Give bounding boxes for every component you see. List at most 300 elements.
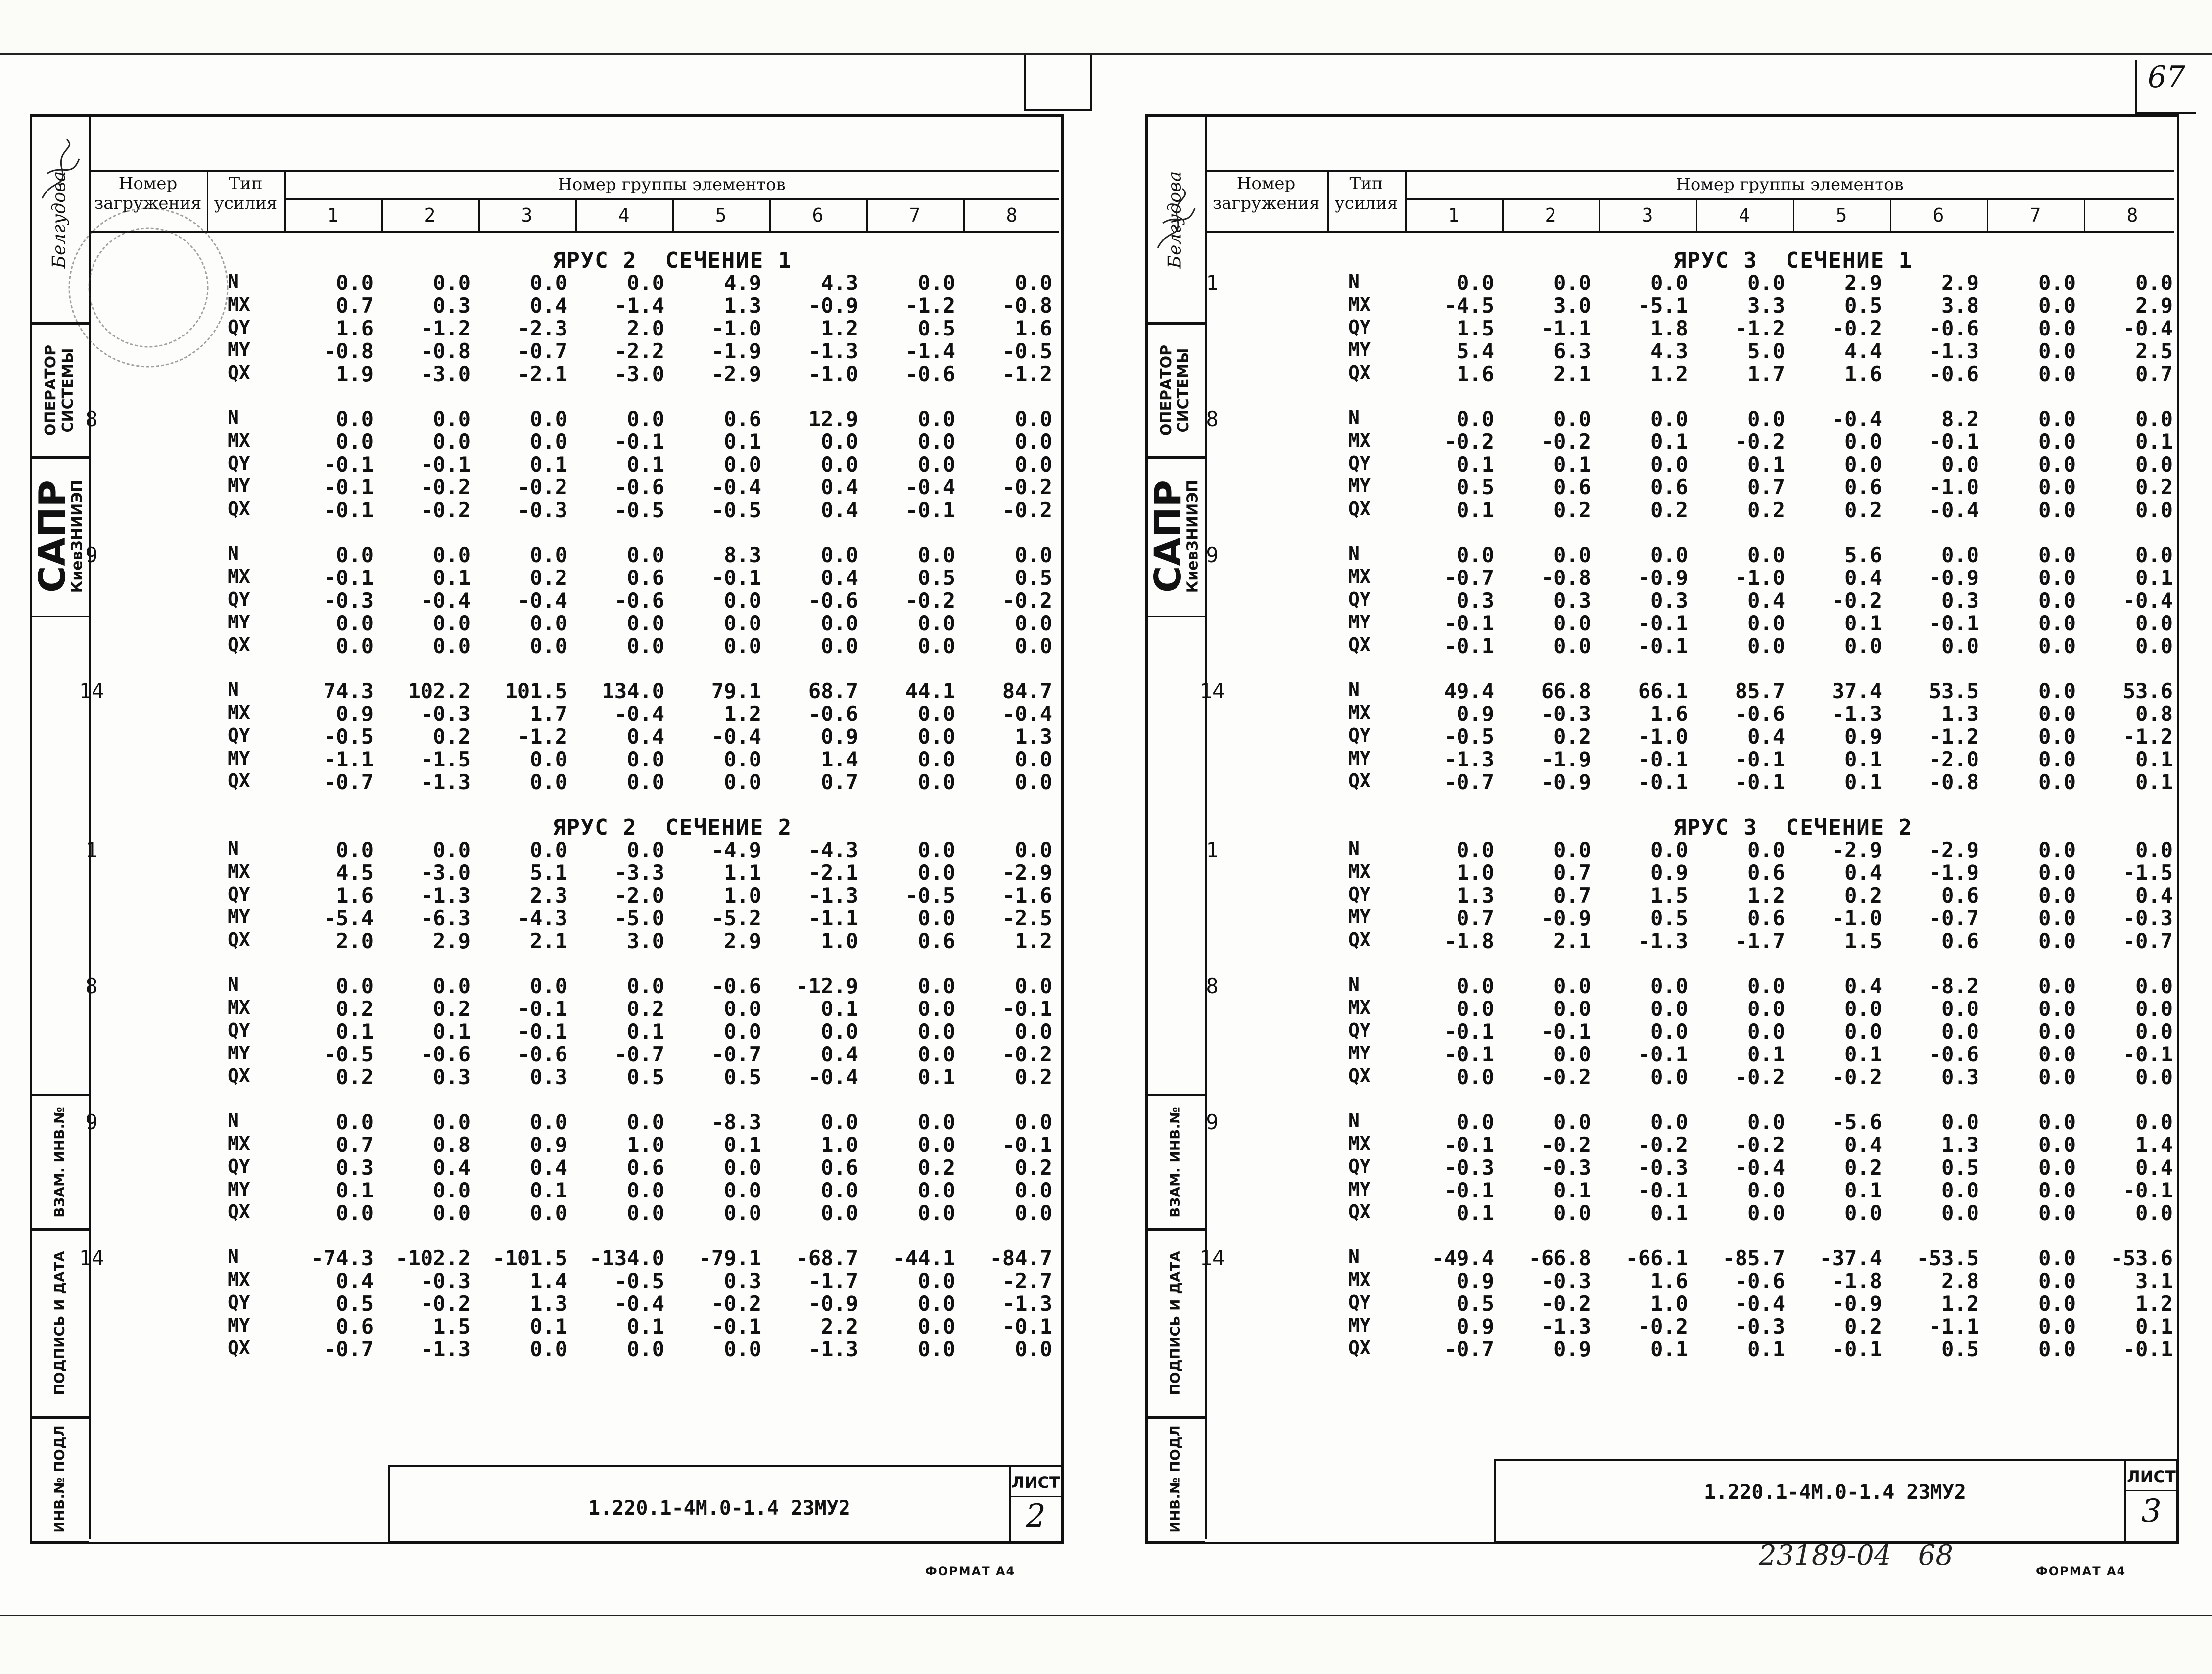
table-cell: 0.0 <box>1457 838 1494 862</box>
table-cell: -1.3 <box>1444 747 1494 771</box>
stamp-operator-box <box>1145 322 1205 459</box>
table-cell: 0.0 <box>1553 1042 1591 1066</box>
right-page-number: 3 <box>2141 1493 2162 1530</box>
table-cell: -0.1 <box>1929 430 1979 454</box>
column-number-header: 3 <box>1642 204 1653 226</box>
column-number-header: 1 <box>327 204 339 226</box>
force-type: N <box>228 679 239 701</box>
table-cell: -0.9 <box>808 1291 858 1316</box>
table-cell: 0.9 <box>1844 724 1882 749</box>
table-cell: 0.9 <box>1553 1337 1591 1361</box>
table-cell: 0.1 <box>1553 452 1591 477</box>
force-type: MX <box>1348 1269 1371 1291</box>
stamp-inv-podl: ИНВ.№ ПОДЛ <box>1167 1425 1183 1533</box>
table-cell: -6.3 <box>420 906 471 930</box>
table-cell: 0.0 <box>821 430 858 454</box>
table-cell: 0.6 <box>821 1155 858 1180</box>
table-cell: 0.6 <box>1747 906 1785 930</box>
table-cell: 0.2 <box>1015 1065 1052 1089</box>
force-type: N <box>228 543 239 565</box>
table-cell: -1.1 <box>808 906 858 930</box>
force-type: QY <box>1348 452 1371 474</box>
table-cell: 0.0 <box>1553 1110 1591 1134</box>
column-number-header: 5 <box>715 204 727 226</box>
table-cell: -0.6 <box>808 588 858 613</box>
table-cell: 0.0 <box>627 634 664 658</box>
column-number-header: 6 <box>1932 204 1944 226</box>
load-number: 9 <box>1206 543 1219 567</box>
table-cell: 0.0 <box>1747 634 1785 658</box>
table-cell: 0.0 <box>918 1042 955 1066</box>
force-type: MX <box>228 293 250 315</box>
table-cell: 0.1 <box>1457 1201 1494 1225</box>
table-cell: 0.0 <box>530 1337 567 1361</box>
table-cell: 0.0 <box>1015 747 1052 771</box>
table-cell: 5.4 <box>1457 339 1494 363</box>
table-cell: 0.0 <box>2038 724 2076 749</box>
table-cell: 1.4 <box>821 747 858 771</box>
stamp-signature-date: ПОДПИСЬ И ДАТА <box>1167 1251 1183 1395</box>
table-cell: -0.1 <box>614 430 664 454</box>
table-cell: 0.0 <box>1650 838 1688 862</box>
force-type: MY <box>1348 906 1371 928</box>
table-cell: -0.9 <box>1929 566 1979 590</box>
table-cell: 0.5 <box>918 566 955 590</box>
table-cell: -0.4 <box>711 475 761 499</box>
table-cell: 0.0 <box>2038 1178 2076 1202</box>
table-cell: -2.0 <box>1929 747 1979 771</box>
table-cell: 0.1 <box>2135 747 2173 771</box>
table-cell: -0.2 <box>1638 1314 1688 1339</box>
force-type: QY <box>1348 316 1371 338</box>
table-cell: -134.0 <box>589 1246 664 1270</box>
table-cell: 0.0 <box>918 1178 955 1202</box>
table-cell: -0.3 <box>1541 1269 1591 1293</box>
table-cell: 0.0 <box>2038 838 2076 862</box>
table-cell: 2.9 <box>724 929 761 953</box>
table-cell: -0.1 <box>1444 1178 1494 1202</box>
table-cell: 1.2 <box>724 702 761 726</box>
table-cell: 1.4 <box>530 1269 567 1293</box>
table-cell: 0.0 <box>2038 316 2076 340</box>
table-cell: -0.7 <box>323 770 374 794</box>
table-cell: 0.0 <box>724 634 761 658</box>
signature-scribble-icon <box>32 129 87 203</box>
stamp-signature-date-box <box>1145 1228 1205 1419</box>
section-title: ЯРУС 3 СЕЧЕНИЕ 1 <box>1673 248 1913 273</box>
table-cell: 4.5 <box>336 861 374 885</box>
force-type: N <box>1348 974 1360 996</box>
table-cell: 0.9 <box>1457 1314 1494 1339</box>
table-cell: 1.2 <box>1941 1291 1979 1316</box>
table-cell: 0.1 <box>627 452 664 477</box>
table-cell: 0.0 <box>1015 770 1052 794</box>
table-cell: -0.1 <box>2122 1178 2173 1202</box>
column-number-header: 4 <box>618 204 630 226</box>
table-cell: -0.1 <box>1832 1337 1882 1361</box>
force-type: MY <box>1348 475 1371 497</box>
table-cell: 0.6 <box>1650 475 1688 499</box>
table-cell: 0.0 <box>1844 997 1882 1021</box>
group-number-header: Номер группы элементов <box>558 175 786 194</box>
force-type: N <box>1348 838 1360 860</box>
table-cell: -0.1 <box>711 1314 761 1339</box>
table-cell: -2.9 <box>1832 838 1882 862</box>
table-cell: -2.9 <box>1002 861 1052 885</box>
table-cell: 4.4 <box>1844 339 1882 363</box>
force-type: MX <box>228 702 250 723</box>
table-cell: 0.0 <box>627 271 664 295</box>
stamp-sapr-label: САПР <box>31 480 74 593</box>
table-cell: -68.7 <box>796 1246 858 1270</box>
load-number: 1 <box>1206 271 1219 295</box>
table-cell: 0.0 <box>821 1110 858 1134</box>
table-cell: -1.9 <box>1541 747 1591 771</box>
table-cell: 0.6 <box>336 1314 374 1339</box>
table-cell: 0.0 <box>1747 838 1785 862</box>
table-cell: 0.3 <box>1941 1065 1979 1089</box>
table-cell: -0.7 <box>1444 1337 1494 1361</box>
table-cell: 0.1 <box>1747 1337 1785 1361</box>
load-number-header: Номер загружения <box>1212 174 1320 213</box>
table-cell: -53.5 <box>1916 1246 1979 1270</box>
right-format-label: ФОРМАТ А4 <box>2036 1564 2126 1578</box>
table-cell: -0.1 <box>1002 997 1052 1021</box>
table-cell: 0.0 <box>1015 543 1052 567</box>
table-cell: 0.0 <box>1457 407 1494 431</box>
table-cell: -0.5 <box>323 724 374 749</box>
table-cell: 0.0 <box>1457 271 1494 295</box>
table-cell: -0.2 <box>420 1291 471 1316</box>
table-cell: 0.1 <box>1844 1042 1882 1066</box>
table-cell: 0.0 <box>918 634 955 658</box>
table-cell: 0.0 <box>336 1110 374 1134</box>
force-type: QY <box>228 316 250 338</box>
table-cell: 0.0 <box>1553 997 1591 1021</box>
table-cell: -101.5 <box>492 1246 567 1270</box>
table-cell: 0.0 <box>1844 1201 1882 1225</box>
force-type: N <box>228 407 239 429</box>
column-number-header: 7 <box>2029 204 2041 226</box>
table-cell: 0.1 <box>1747 1042 1785 1066</box>
table-cell: 0.0 <box>1941 1201 1979 1225</box>
table-cell: -0.8 <box>323 339 374 363</box>
table-cell: -1.2 <box>2122 724 2173 749</box>
table-cell: -0.3 <box>420 702 471 726</box>
table-cell: 0.0 <box>1650 1065 1688 1089</box>
table-cell: 0.0 <box>2038 883 2076 908</box>
table-cell: 0.0 <box>1650 543 1688 567</box>
table-cell: 0.2 <box>1553 498 1591 522</box>
table-cell: 0.0 <box>724 452 761 477</box>
table-cell: -0.6 <box>614 475 664 499</box>
table-cell: 0.2 <box>433 724 471 749</box>
table-cell: 1.9 <box>336 362 374 386</box>
table-cell: -0.6 <box>711 974 761 998</box>
table-cell: 0.0 <box>1553 407 1591 431</box>
table-cell: 0.0 <box>2038 679 2076 703</box>
table-cell: -2.9 <box>1929 838 1979 862</box>
header-mid-line <box>284 198 1059 200</box>
force-type: N <box>1348 1110 1360 1132</box>
table-cell: 0.0 <box>1747 407 1785 431</box>
table-cell: -49.4 <box>1431 1246 1494 1270</box>
table-cell: -84.7 <box>989 1246 1052 1270</box>
table-cell: 1.0 <box>821 1133 858 1157</box>
table-cell: 0.0 <box>2038 452 2076 477</box>
table-cell: -0.2 <box>1541 430 1591 454</box>
table-cell: 0.1 <box>530 452 567 477</box>
table-cell: -0.2 <box>905 588 955 613</box>
table-cell: 0.0 <box>724 588 761 613</box>
table-cell: 0.0 <box>530 1110 567 1134</box>
table-cell: 0.1 <box>627 1314 664 1339</box>
table-cell: -4.3 <box>517 906 567 930</box>
table-cell: 0.0 <box>918 271 955 295</box>
table-cell: 0.0 <box>724 1337 761 1361</box>
table-cell: 79.1 <box>711 679 761 703</box>
table-cell: 101.5 <box>505 679 567 703</box>
right-handwritten-number: 23189-04 68 <box>1759 1539 1953 1572</box>
table-cell: -1.7 <box>1735 929 1785 953</box>
table-cell: 0.3 <box>1553 588 1591 613</box>
force-type: QX <box>1348 634 1371 656</box>
table-cell: 0.0 <box>1457 1065 1494 1089</box>
stamp-sapr-box-box <box>30 456 89 617</box>
table-cell: 0.3 <box>433 293 471 318</box>
table-cell: 0.5 <box>724 1065 761 1089</box>
section-title: ЯРУС 2 СЕЧЕНИЕ 1 <box>552 248 793 273</box>
table-cell: 1.3 <box>1941 702 1979 726</box>
force-type: QX <box>228 1337 250 1359</box>
table-cell: 0.5 <box>1457 1291 1494 1316</box>
table-cell: -0.3 <box>1541 702 1591 726</box>
table-cell: 0.4 <box>336 1269 374 1293</box>
table-cell: -1.3 <box>1541 1314 1591 1339</box>
table-cell: -0.7 <box>1444 770 1494 794</box>
force-type: MX <box>1348 566 1371 587</box>
table-cell: 0.5 <box>627 1065 664 1089</box>
table-cell: 2.1 <box>1553 929 1591 953</box>
table-cell: -0.4 <box>420 588 471 613</box>
table-cell: -2.0 <box>614 883 664 908</box>
table-cell: 0.0 <box>1553 974 1591 998</box>
table-cell: -0.1 <box>517 997 567 1021</box>
table-cell: -1.4 <box>905 339 955 363</box>
table-cell: 0.6 <box>1844 475 1882 499</box>
table-cell: 0.1 <box>433 1019 471 1044</box>
table-cell: 0.0 <box>2038 702 2076 726</box>
table-cell: 1.0 <box>821 929 858 953</box>
table-cell: 0.0 <box>2038 861 2076 885</box>
table-cell: 0.0 <box>724 1201 761 1225</box>
table-cell: 2.2 <box>821 1314 858 1339</box>
table-cell: -0.8 <box>1541 566 1591 590</box>
table-cell: -1.0 <box>1638 724 1688 749</box>
table-cell: 0.0 <box>336 611 374 635</box>
table-cell: 0.2 <box>627 997 664 1021</box>
table-cell: -0.1 <box>1444 1042 1494 1066</box>
table-cell: -0.4 <box>808 1065 858 1089</box>
table-cell: 0.2 <box>2135 475 2173 499</box>
group-number-header: Номер группы элементов <box>1676 175 1904 194</box>
table-cell: 0.5 <box>1457 475 1494 499</box>
table-cell: 0.0 <box>1844 1019 1882 1044</box>
table-cell: -0.7 <box>1444 566 1494 590</box>
table-cell: -2.3 <box>517 316 567 340</box>
table-cell: 0.9 <box>821 724 858 749</box>
left-corner-box <box>1024 55 1092 111</box>
force-type: QX <box>228 770 250 792</box>
table-cell: 0.0 <box>2135 1110 2173 1134</box>
table-cell: 0.0 <box>1457 1110 1494 1134</box>
column-number-header: 7 <box>909 204 921 226</box>
table-cell: -0.2 <box>1444 430 1494 454</box>
table-cell: -0.6 <box>1929 1042 1979 1066</box>
table-cell: -0.1 <box>420 452 471 477</box>
table-cell: -8.3 <box>711 1110 761 1134</box>
table-cell: 0.0 <box>724 1155 761 1180</box>
table-cell: 0.0 <box>918 1337 955 1361</box>
table-cell: 0.0 <box>2038 906 2076 930</box>
table-cell: -1.1 <box>323 747 374 771</box>
table-cell: 0.0 <box>2038 1269 2076 1293</box>
table-cell: -0.1 <box>1002 1133 1052 1157</box>
table-cell: 0.0 <box>918 997 955 1021</box>
table-cell: 0.5 <box>1941 1155 1979 1180</box>
table-cell: 1.3 <box>1941 1133 1979 1157</box>
table-cell: 0.0 <box>918 906 955 930</box>
load-number: 9 <box>85 1110 98 1134</box>
table-cell: 0.0 <box>918 861 955 885</box>
force-type: MY <box>1348 1314 1371 1336</box>
table-cell: -0.2 <box>1832 316 1882 340</box>
table-cell: 0.2 <box>1844 498 1882 522</box>
table-cell: 0.0 <box>1747 997 1785 1021</box>
force-type: QX <box>228 1065 250 1087</box>
table-cell: -1.2 <box>1929 724 1979 749</box>
table-cell: 0.0 <box>1553 543 1591 567</box>
table-cell: -0.2 <box>1832 588 1882 613</box>
table-cell: -0.1 <box>1444 634 1494 658</box>
table-cell: 0.0 <box>2135 1065 2173 1089</box>
table-cell: -0.1 <box>1638 634 1688 658</box>
table-cell: -0.2 <box>1002 588 1052 613</box>
table-cell: 5.0 <box>1747 339 1785 363</box>
force-type: MY <box>228 1314 250 1336</box>
table-cell: 0.0 <box>1650 452 1688 477</box>
table-cell: 0.3 <box>1941 588 1979 613</box>
stamp-inv-vzam: ВЗАМ. ИНВ.№ <box>1167 1107 1183 1218</box>
table-cell: 0.1 <box>918 1065 955 1089</box>
force-type-header: Тип усилия <box>214 174 278 213</box>
table-cell: -1.2 <box>1002 362 1052 386</box>
table-cell: 0.0 <box>433 407 471 431</box>
table-cell: 0.2 <box>918 1155 955 1180</box>
table-cell: 0.7 <box>821 770 858 794</box>
force-type: QY <box>1348 1155 1371 1177</box>
table-cell: 0.0 <box>918 838 955 862</box>
table-cell: -2.1 <box>808 861 858 885</box>
table-cell: 2.9 <box>2135 293 2173 318</box>
table-cell: -0.6 <box>420 1042 471 1066</box>
table-cell: 0.0 <box>2135 1019 2173 1044</box>
table-cell: -0.4 <box>614 702 664 726</box>
table-cell: 0.6 <box>1747 861 1785 885</box>
table-cell: 0.0 <box>2038 611 2076 635</box>
load-number: 14 <box>79 679 104 703</box>
table-cell: -0.5 <box>711 498 761 522</box>
table-cell: -5.2 <box>711 906 761 930</box>
table-cell: -1.1 <box>1541 316 1591 340</box>
table-cell: 0.1 <box>1553 1178 1591 1202</box>
table-cell: 0.2 <box>1844 1314 1882 1339</box>
table-cell: 0.0 <box>918 1110 955 1134</box>
table-cell: 0.4 <box>1844 974 1882 998</box>
table-cell: 0.0 <box>918 747 955 771</box>
force-type: MY <box>228 1178 250 1200</box>
force-type: MY <box>1348 339 1371 361</box>
table-cell: 0.0 <box>724 1178 761 1202</box>
table-cell: 2.5 <box>2135 339 2173 363</box>
table-cell: -0.7 <box>323 1337 374 1361</box>
table-cell: 0.0 <box>2038 1337 2076 1361</box>
table-cell: 0.0 <box>2135 407 2173 431</box>
table-cell: 1.7 <box>1747 362 1785 386</box>
table-cell: 0.0 <box>1844 430 1882 454</box>
force-type: MX <box>228 430 250 451</box>
table-cell: -0.3 <box>1735 1314 1785 1339</box>
table-cell: 0.3 <box>1457 588 1494 613</box>
table-cell: 0.0 <box>1650 974 1688 998</box>
table-cell: 0.3 <box>1650 588 1688 613</box>
table-cell: -1.3 <box>1832 702 1882 726</box>
table-cell: -2.2 <box>614 339 664 363</box>
table-cell: 0.0 <box>530 407 567 431</box>
column-number-header: 1 <box>1448 204 1459 226</box>
table-cell: -0.3 <box>1444 1155 1494 1180</box>
table-cell: 0.0 <box>433 1110 471 1134</box>
force-type: MX <box>228 1133 250 1154</box>
table-cell: 0.0 <box>1015 452 1052 477</box>
table-cell: -0.7 <box>2122 929 2173 953</box>
load-number: 9 <box>85 543 98 567</box>
table-cell: 0.0 <box>1650 407 1688 431</box>
table-cell: -0.5 <box>323 1042 374 1066</box>
load-number: 8 <box>1206 407 1219 431</box>
force-type: MY <box>1348 747 1371 769</box>
table-cell: 1.6 <box>1457 362 1494 386</box>
section-title: ЯРУС 3 СЕЧЕНИЕ 2 <box>1673 815 1913 840</box>
table-cell: 4.3 <box>1650 339 1688 363</box>
table-cell: -4.9 <box>711 838 761 862</box>
force-type: QY <box>228 724 250 746</box>
table-cell: 2.0 <box>627 316 664 340</box>
table-cell: -0.2 <box>1002 1042 1052 1066</box>
table-cell: 0.0 <box>724 770 761 794</box>
table-cell: 0.8 <box>433 1133 471 1157</box>
table-cell: 0.0 <box>2038 974 2076 998</box>
column-number-header: 8 <box>2126 204 2138 226</box>
table-cell: -1.2 <box>1735 316 1785 340</box>
force-type: QX <box>1348 929 1371 951</box>
table-cell: -53.6 <box>2110 1246 2173 1270</box>
table-cell: 0.3 <box>433 1065 471 1089</box>
table-cell: -1.0 <box>711 316 761 340</box>
left-list-label: ЛИСТ <box>1011 1473 1060 1492</box>
stamp-signature-date-box <box>30 1228 89 1419</box>
force-type: QY <box>228 1291 250 1313</box>
